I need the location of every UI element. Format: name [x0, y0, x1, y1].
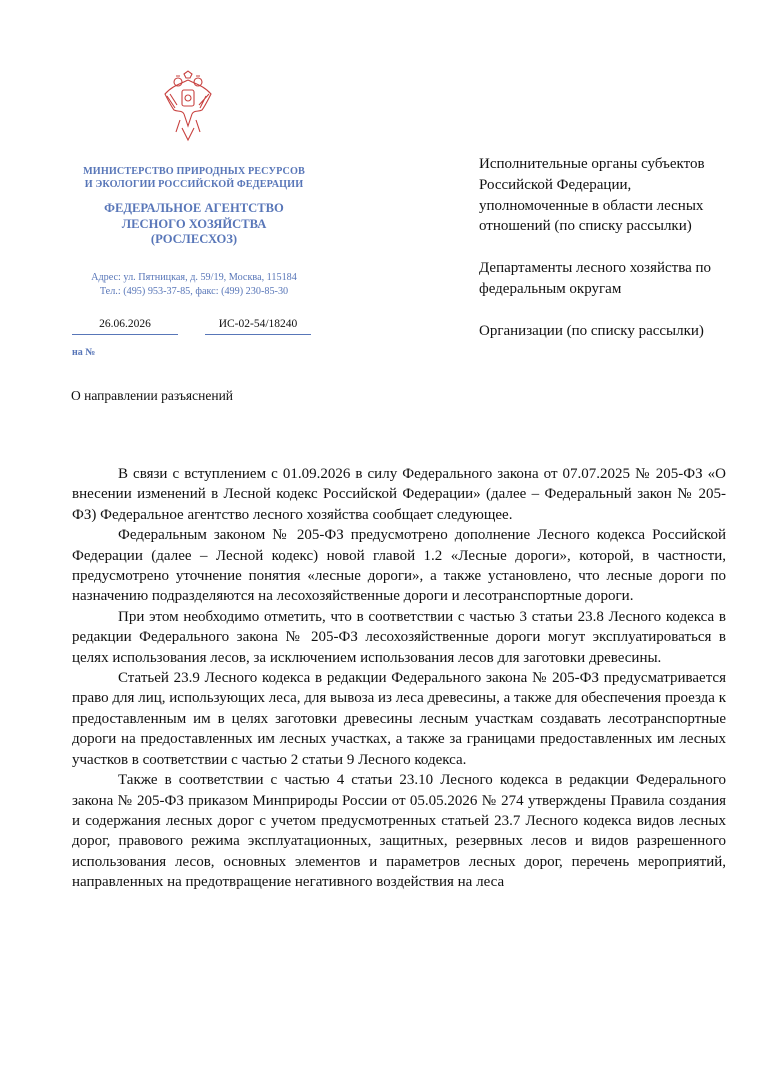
addressee-item: Департаменты лесного хозяйства по федеральным округам	[479, 260, 712, 297]
agency-address: Адрес: ул. Пятницкая, д. 59/19, Москва, 115184	[91, 272, 297, 283]
ministry-name	[60, 166, 328, 191]
agency-line-1: ФЕДЕРАЛЬНОЕ АГЕНТСТВО	[104, 201, 284, 215]
body-paragraph: При этом необходимо отметить, что в соответствии с частью 3 статьи 23.8 Лесного кодекса в редакции Федерального закона № 205-ФЗ лесохозяйственные дороги могут эксплуатироваться в целях использования лесов, за исключением использования лесов для заготовки древесины.	[72, 608, 726, 666]
ministry-line-2: И ЭКОЛОГИИ РОССИЙСКОЙ ФЕДЕРАЦИИ	[84, 178, 304, 190]
coat-of-arms-emblem	[162, 70, 214, 146]
double-headed-eagle-icon	[162, 70, 214, 146]
number-underline	[205, 334, 311, 335]
agency-line-3: (РОСЛЕСХОЗ)	[150, 232, 238, 246]
document-date: 26.06.2026	[99, 318, 151, 330]
document-subject: О направлении разъяснений	[71, 388, 234, 403]
date-underline	[72, 334, 178, 335]
addressee-item: Исполнительные органы субъектов Российской Федерации, уполномоченные в области лесных отношений (по списку рассылки)	[479, 156, 705, 235]
body-paragraph: В связи с вступлением с 01.09.2026 в силу Федерального закона от 07.07.2025 № 205-ФЗ «О внесении изменений в Лесной кодекс Российской Федерации» (далее – Федеральный закон № 205-ФЗ) Федеральное агентство лесного хозяйства сообщает следующее.	[72, 466, 726, 523]
addressee-item: Организации (по списку рассылки)	[479, 322, 704, 339]
body-paragraph: Статьей 23.9 Лесного кодекса в редакции Федерального закона № 205-ФЗ предусматривается право для лиц, использующих леса, для вывоза из леса древесины, а также для обеспечения проезда к предоставленным им в целях заготовки древесины лесным участкам создавать лесотранспортные дороги на предоставленных им лесных участках, а также за границами предоставленных им лесных участков в соответствии с частью 2 статьи 9 Лесного кодекса.	[72, 670, 726, 768]
agency-phones: Тел.: (495) 953-37-85, факс: (499) 230-85-30	[99, 286, 289, 297]
addressee-block	[479, 154, 719, 363]
agency-line-2: ЛЕСНОГО ХОЗЯЙСТВА	[121, 216, 267, 231]
reply-to-label: на №	[72, 347, 96, 358]
ministry-line-1: МИНИСТЕРСТВО ПРИРОДНЫХ РЕСУРСОВ	[83, 166, 305, 177]
letter-body	[72, 464, 726, 893]
document-number: ИС-02-54/18240	[218, 318, 298, 330]
body-paragraph: Также в соответствии с частью 4 статьи 23.10 Лесного кодекса в редакции Федерального закона № 205-ФЗ приказом Минприроды России от 05.05.2026 № 274 утверждены Правила создания и содержания лесных дорог с учетом предусмотренных статьей 23.7 Лесного кодекса видов лесных дорог, правового режима эксплуатационных, защитных, резервных лесов и видов разрешенного использования лесов, основных элементов и параметров лесных дорог, перечень мероприятий, направленных на предотвращение негативного воздействия на леса	[72, 772, 726, 891]
agency-name	[60, 201, 328, 248]
body-paragraph: Федеральным законом № 205-ФЗ предусмотрено дополнение Лесного кодекса Российской Федерации (далее – Лесной кодекс) новой главой 1.2 «Лесные дороги», которой, в частности, предусмотрено уточнение понятия «лесные дороги», а также установлено, что лесные дороги по назначению подразделяются на лесохозяйственные дороги и лесотранспортные дороги.	[72, 527, 726, 605]
agency-contacts	[60, 271, 328, 299]
